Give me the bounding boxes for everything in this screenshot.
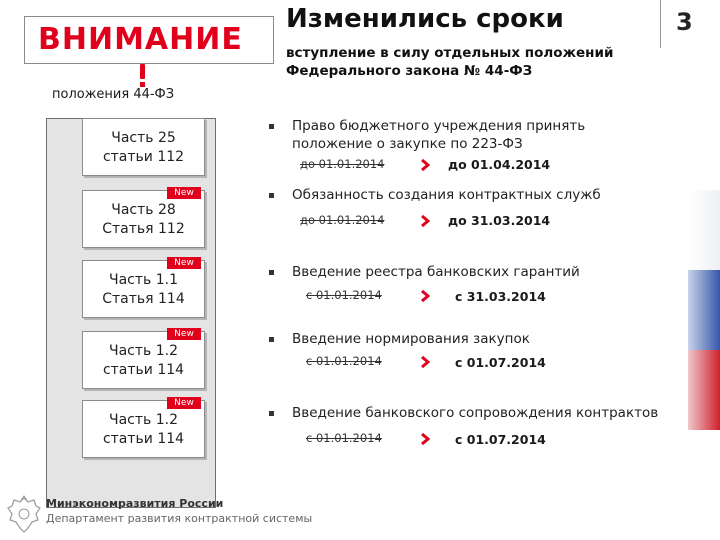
item-text-line1: Введение нормирования закупок [292,331,530,347]
item-text-line1: Право бюджетного учреждения принять [292,118,586,134]
old-date: до 01.01.2014 [300,157,385,171]
card-line1: Часть 25 [111,130,176,146]
item-text-line2: положение о закупке по 223-ФЗ [292,136,523,152]
new-date: с 01.07.2014 [455,355,546,370]
footer-ministry: Минэкономразвития России [46,497,224,510]
arrow-right-icon [420,159,430,171]
russian-flag-band [688,190,720,430]
warning-subtitle: положения 44-ФЗ [52,87,175,102]
bullet-icon [269,337,274,342]
card-line2: Статья 114 [102,291,185,307]
exclamation-icon [139,64,146,88]
new-date: с 31.03.2014 [455,289,546,304]
new-badge: New [167,397,201,409]
footer-department: Департамент развития контрактной системы [46,512,313,525]
warning-title: ВНИМАНИЕ [38,22,243,57]
old-date: до 01.01.2014 [300,213,385,227]
page-number: 3 [676,8,693,36]
bullet-icon [269,124,274,129]
old-date: с 01.01.2014 [306,288,382,302]
law-part-card [82,331,205,389]
item-text-line1: Введение реестра банковских гарантий [292,264,580,280]
old-date: с 01.01.2014 [306,431,382,445]
new-badge: New [167,257,201,269]
arrow-right-icon [420,215,430,227]
list-item [292,117,585,153]
card-line2: Статья 112 [102,221,185,237]
page-title: Изменились сроки [286,4,564,34]
card-line2: статьи 112 [102,149,185,165]
page-subtitle: вступление в силу отдельных положений Федерального закона № 44-ФЗ [286,45,614,79]
bullet-icon [269,270,274,275]
new-date: до 31.03.2014 [448,213,551,228]
header-divider [660,0,661,48]
list-item [292,330,530,348]
new-date: до 01.04.2014 [448,157,551,172]
list-item [292,263,580,281]
arrow-right-icon [420,290,430,302]
new-badge: New [167,328,201,340]
card-line2: статьи 114 [102,431,185,447]
law-part-card [82,260,205,318]
card-line2: статьи 114 [102,362,185,378]
law-part-card [82,118,205,176]
new-badge: New [167,187,201,199]
law-part-card [82,400,205,458]
card-line1: Часть 1.2 [109,412,178,428]
arrow-right-icon [420,356,430,368]
new-date: с 01.07.2014 [455,432,546,447]
item-text-line1: Введение банковского сопровождения контрактов [292,405,659,421]
bullet-icon [269,411,274,416]
old-date: с 01.01.2014 [306,354,382,368]
item-text-line1: Обязанность создания контрактных служб [292,187,601,203]
eagle-emblem-icon [6,494,42,534]
bullet-icon [269,193,274,198]
list-item [292,404,658,422]
list-item [292,186,601,204]
arrow-right-icon [420,433,430,445]
law-part-card [82,190,205,248]
card-line1: Часть 1.2 [109,343,178,359]
card-line1: Часть 1.1 [109,272,178,288]
card-line1: Часть 28 [111,202,176,218]
